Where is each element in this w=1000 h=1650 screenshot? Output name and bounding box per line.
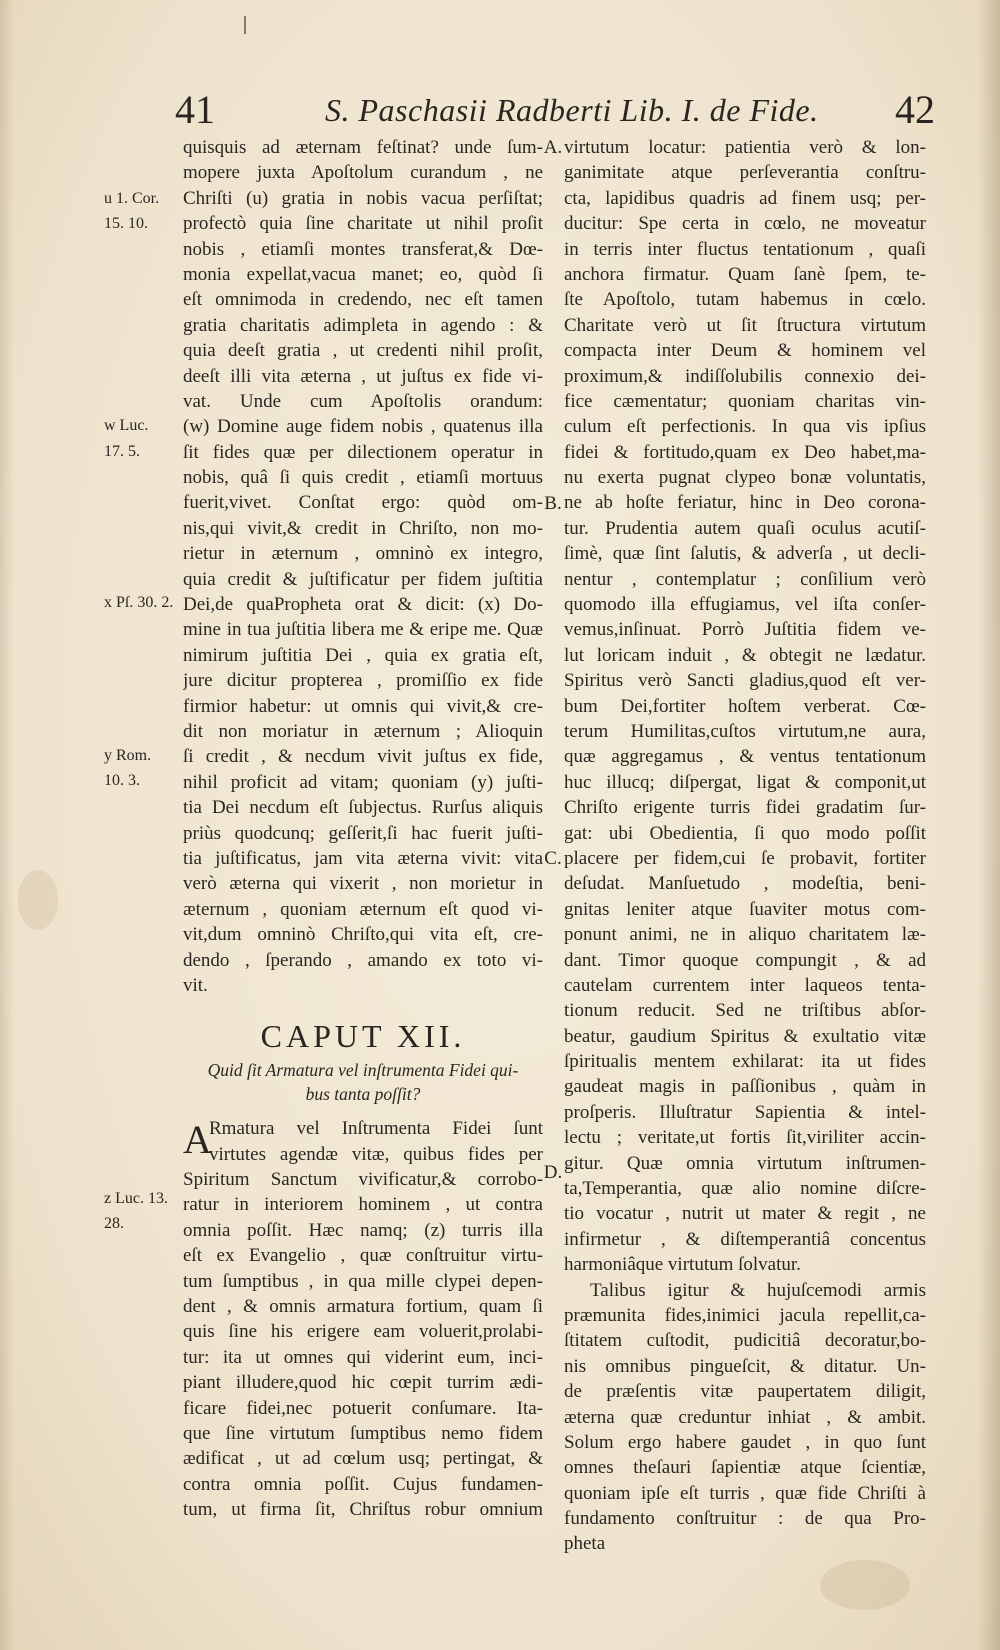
text-line: fidei & fortitudo,quam ex Deo habet,ma- [564,441,926,463]
text-line: lectu ; veritate,ut fortis ſit,viriliter accin- [564,1127,926,1149]
text-line: dant. Timor quoque compungit , & ad [564,949,926,971]
text-line: piant illudere,quod hic cœpit turrim ædi- [183,1372,543,1394]
sidenote: x Pſ. 30. 2. [104,594,174,611]
spacer [183,998,543,1012]
text-line: ſpiritualis mentem exhilarat: ita ut fides [564,1051,926,1073]
text-line: ponunt animi, ne in aliquo charitatem læ- [564,924,926,946]
text-line: nis,qui vivit,& credit in Chriſto, non mo- [183,517,543,539]
page-number-left: 41 [175,87,215,132]
text-line: tio vocatur , nutrit ut mater & regit , ne [564,1203,926,1225]
text-line: jure dicitur propterea , promiſſio ex fide [183,670,543,692]
text-line: tum ſumptibus , in qua mille clypei depen- [183,1270,543,1292]
text-line: gaudeat magis in paſſionibus , quàm in [564,1076,926,1098]
text-line: cautelam currentem inter laqueos tenta- [564,974,926,996]
drop-capital: A [183,1117,212,1163]
text-line: ſte Apoſtolo, tutam habemus in cœlo. [564,289,926,311]
text-line: quomodo illa effugiamus, vel iſta conſer- [564,594,926,616]
right-text-block [564,135,926,1557]
text-line: pheta [564,1533,606,1555]
text-line: que ſine virtutum ſumptibus nemo fidem [183,1422,543,1444]
text-line: Chriſto erigente turris fidei gradatim ſur- [564,797,926,819]
text-line: nentur , contemplatur ; conſilium verò [564,568,926,590]
text-line: tia Dei necdum eſt ſubjectus. Rurſus aliquis [183,797,543,819]
sidenote: 10. 3. [104,772,140,789]
text-line: lut loricam induit , & obtegit ne lædatur. [564,644,926,666]
text-line: verò æterna qui vixerit , non morietur in [183,873,543,895]
text-line: tum, ut firma ſit, Chriſtus robur omnium [183,1499,543,1521]
text-line: culum eſt perfectionis. In qua vis ipſius [564,416,926,438]
text-line: Charitate verò ut ſit ſtructura virtutum [564,314,926,336]
text-line: contra omnia poſſit. Cujus fundamen- [183,1473,543,1495]
text-line: quia deeſt gratia , ut credenti nihil proſit, [183,340,543,362]
chapter-heading: CAPUT XII. [260,1018,466,1055]
text-line: nobis , etiamſi montes transferat,& Dœ- [183,238,543,260]
sidenote: 17. 5. [104,443,140,460]
text-line: placere per fidem,cui ſe probavit, fortiter [564,847,926,869]
right-text-column [564,135,926,1557]
left-text-block [183,1116,543,1522]
page-number-right: 42 [895,87,935,132]
page-gutter-shadow [0,0,14,1650]
text-line: gnitas leniter atque ſuaviter motus com- [564,898,926,920]
margin-letter: D. [543,1162,563,1183]
text-line: Solum ergo habere gaudet , in quo ſunt [564,1431,926,1453]
text-line: quæ aggregamus , & ventus tentationum [564,746,926,768]
chapter-subtitle: bus tanta poſſit? [305,1084,421,1105]
text-line: mine in tua juſtitia libera me & eripe me. Quæ [183,619,543,641]
text-line: quisquis ad æternam feſtinat? unde ſum- [183,137,543,158]
sidenote: 15. 10. [104,215,148,232]
print-mark [244,16,246,34]
text-line: quis ſine his erigere eam voluerit,prolabi- [183,1321,543,1343]
text-line: compacta inter Deum & hominem vel [564,340,926,362]
sidenote: y Rom. [104,747,152,764]
text-line: tur: ita ut omnes qui viderint eum, inci- [183,1346,543,1368]
text-line: Spiritum Sanctum vivificatur,& corrobo- [183,1169,543,1191]
text-line: virtutum locatur: patientia verò & lon- [564,137,926,158]
text-line: fice cæmentatur; quoniam charitas vin- [564,390,926,412]
text-line: ſimè, quæ ſint ſalutis, & adverſa , ut decli- [564,543,926,565]
text-line: nihil proficit ad vitam; quoniam (y) juſti- [183,771,543,793]
text-line: huc illucq; diſpergat, ligat & componit,ut [564,771,926,793]
text-line: vat. Unde cum Apoſtolis orandum: [183,390,543,412]
text-line: gat: ubi Obedientia, ſi quo modo poſſit [564,822,926,844]
text-line: quia credit & juſtificatur per fidem juſtitia [183,568,543,590]
text-line: tionum reducit. Sed ne triſtibus abſor- [564,1000,926,1022]
text-line: ſtitatem cuſtodit, pudicitiâ decoratur,bo- [564,1330,926,1352]
text-line: ædificat , ut ad cœlum usq; pertingat, & [183,1448,543,1470]
text-line: monia expellat,vacua manet; eo, quòd ſi [183,263,543,285]
paper-stain [820,1560,910,1610]
text-line: bum Dei,fortiter hoſtem verberat. Cœ- [564,695,926,717]
text-line: fundamento conſtruitur : de qua Pro- [564,1508,926,1530]
page-edge-shadow [978,0,1000,1650]
sidenote: u 1. Cor. [104,190,160,207]
sidenote: z Luc. 13. [104,1190,168,1207]
text-line: vit,dum omninò Chriſto,qui vita eſt, cre- [183,924,543,946]
text-line: firmior habetur: ut omnis qui vivit,& cre- [183,695,543,717]
running-title: S. Paschasii Radberti Lib. I. de Fide. [325,92,819,128]
text-line: ſit fides quæ per dilectionem operatur in [183,441,543,463]
text-line: vit. [183,974,208,996]
text-line: eſt omnimoda in credendo, nec eſt tamen [183,289,543,311]
text-line: priùs quodcunq; geſſerit,ſi hac fuerit juſti- [183,822,543,844]
text-line: ducitur: Spe certa in cœlo, ne moveatur [564,213,926,235]
text-line: gratia charitatis adimpleta in agendo : & [183,314,543,336]
text-line: Chriſti (u) gratia in nobis vacua perſiſtat; [183,187,543,209]
text-line: nimirum juſtitia Dei , quia ex gratia eſt, [183,644,543,666]
text-line: ſi credit , & necdum vivit juſtus ex fide, [183,746,543,768]
text-line: terum Humilitas,cuſtos virtutum,ne aura, [564,720,926,742]
text-line: tia juſtificatus, jam vita æterna vivit: vita [183,847,543,869]
text-line: virtutes agendæ vitæ, quibus fides per [209,1143,543,1165]
text-line: æternum , quoniam æternum eſt quod vi- [183,898,543,920]
spacer [183,1106,543,1116]
text-line: (w) Domine auge fidem nobis , quatenus illa [183,416,543,438]
margin-letter: C. [544,848,562,869]
text-line: anchora firmatur. Quam ſanè ſpem, te- [564,263,926,285]
text-line: profectò quia ſine charitate ut nihil proſit [183,213,543,235]
text-line: cta, lapidibus quadris ad finem usq; per- [564,187,926,209]
text-line: eſt ex Evangelio , quæ conſtruitur virtu- [183,1245,543,1267]
text-line: beatur, gaudium Spiritus & exultatio vitæ [564,1025,926,1047]
text-line: nis omnibus pingueſcit, & ditatur. Un- [564,1355,926,1377]
running-header [175,88,935,132]
text-line: dit non moriatur in æternum ; Alioquin [183,720,543,742]
text-line: rietur in æternum , omninò ex integro, [183,543,543,565]
left-text-block [183,135,543,998]
text-line: omnes theſauri ſapientiæ atque ſcientiæ, [564,1457,926,1479]
text-line: omnia poſſit. Hæc namq; (z) turris illa [183,1219,543,1241]
text-line: dendo , ſperando , amando ex toto vi- [183,949,543,971]
text-line: gitur. Quæ omnia virtutum inſtrumen- [564,1152,926,1174]
text-line: proximum,& indiſſolubilis connexio dei- [564,365,926,387]
sidenote: w Luc. [104,417,149,434]
text-line: dent , & omnis armatura fortium, quam ſi [183,1296,543,1318]
text-line: in terris inter fluctus tentationum , quaſi [564,238,926,260]
text-line: vemus,inſinuat. Porrò Juſtitia fidem ve- [564,619,926,641]
text-line: Rmatura vel Inſtrumenta Fidei ſunt [209,1118,543,1140]
text-line: tur. Prudentia autem quaſi oculus acutiſ- [564,517,926,539]
chapter-subtitle: Quid ſit Armatura vel inſtrumenta Fidei qui- [207,1060,519,1081]
text-line: Dei,de quaPropheta orat & dicit: (x) Do- [183,594,543,616]
text-line: deſudat. Manſuetudo , modeſtia, beni- [564,873,926,895]
text-line: æterna quæ creduntur inhiat , & ambit. [564,1406,926,1428]
margin-letter: A. [543,137,563,158]
margin-letter: B. [544,493,562,514]
dropcap-paragraph [183,1116,543,1522]
text-line: ficare fidei,nec potuerit conſumare. Ita- [183,1397,543,1419]
text-line: Spiritus verò Sancti gladius,quod eſt ver- [564,670,926,692]
text-line: ratur in interiorem hominem , ut contra [183,1194,543,1216]
paper-stain [18,870,58,930]
left-text-column [183,135,543,1523]
text-line: fuerit,vivet. Conſtat ergo: quòd om- [183,492,543,514]
sidenote: 28. [104,1215,124,1232]
text-line: harmoniâque virtutum ſolvatur. [564,1254,801,1276]
text-line: de præſentis vitæ paupertatem diligit, [564,1381,926,1403]
text-line: Talibus igitur & hujuſcemodi armis [590,1279,926,1301]
text-line: mopere juxta Apoſtolum curandum , ne [183,162,543,184]
text-line: quoniam ipſe eſt turris , quæ fide Chriſti à [564,1482,926,1504]
text-line: nobis, quâ ſi quis credit , etiamſi mortuus [183,467,543,489]
text-line: nu exerta pugnat clypeo bonæ voluntatis, [564,467,926,489]
text-line: præmunita fides,inimici jacula repellit,ca- [564,1304,926,1326]
text-line: proſperis. Illuſtratur Sapientia & intel- [564,1101,926,1123]
text-line: deeſt illi vita æterna , ut juſtus ex fide vi- [183,365,543,387]
text-line: ne ab hoſte feriatur, hinc in Deo corona- [564,492,926,514]
text-line: ta,Temperantia, quæ alio nomine diſcre- [564,1178,926,1200]
text-line: ganimitate atque perſeverantia conſtru- [564,162,926,184]
text-line: infirmetur , & diſtemperantiâ concentus [564,1228,926,1250]
